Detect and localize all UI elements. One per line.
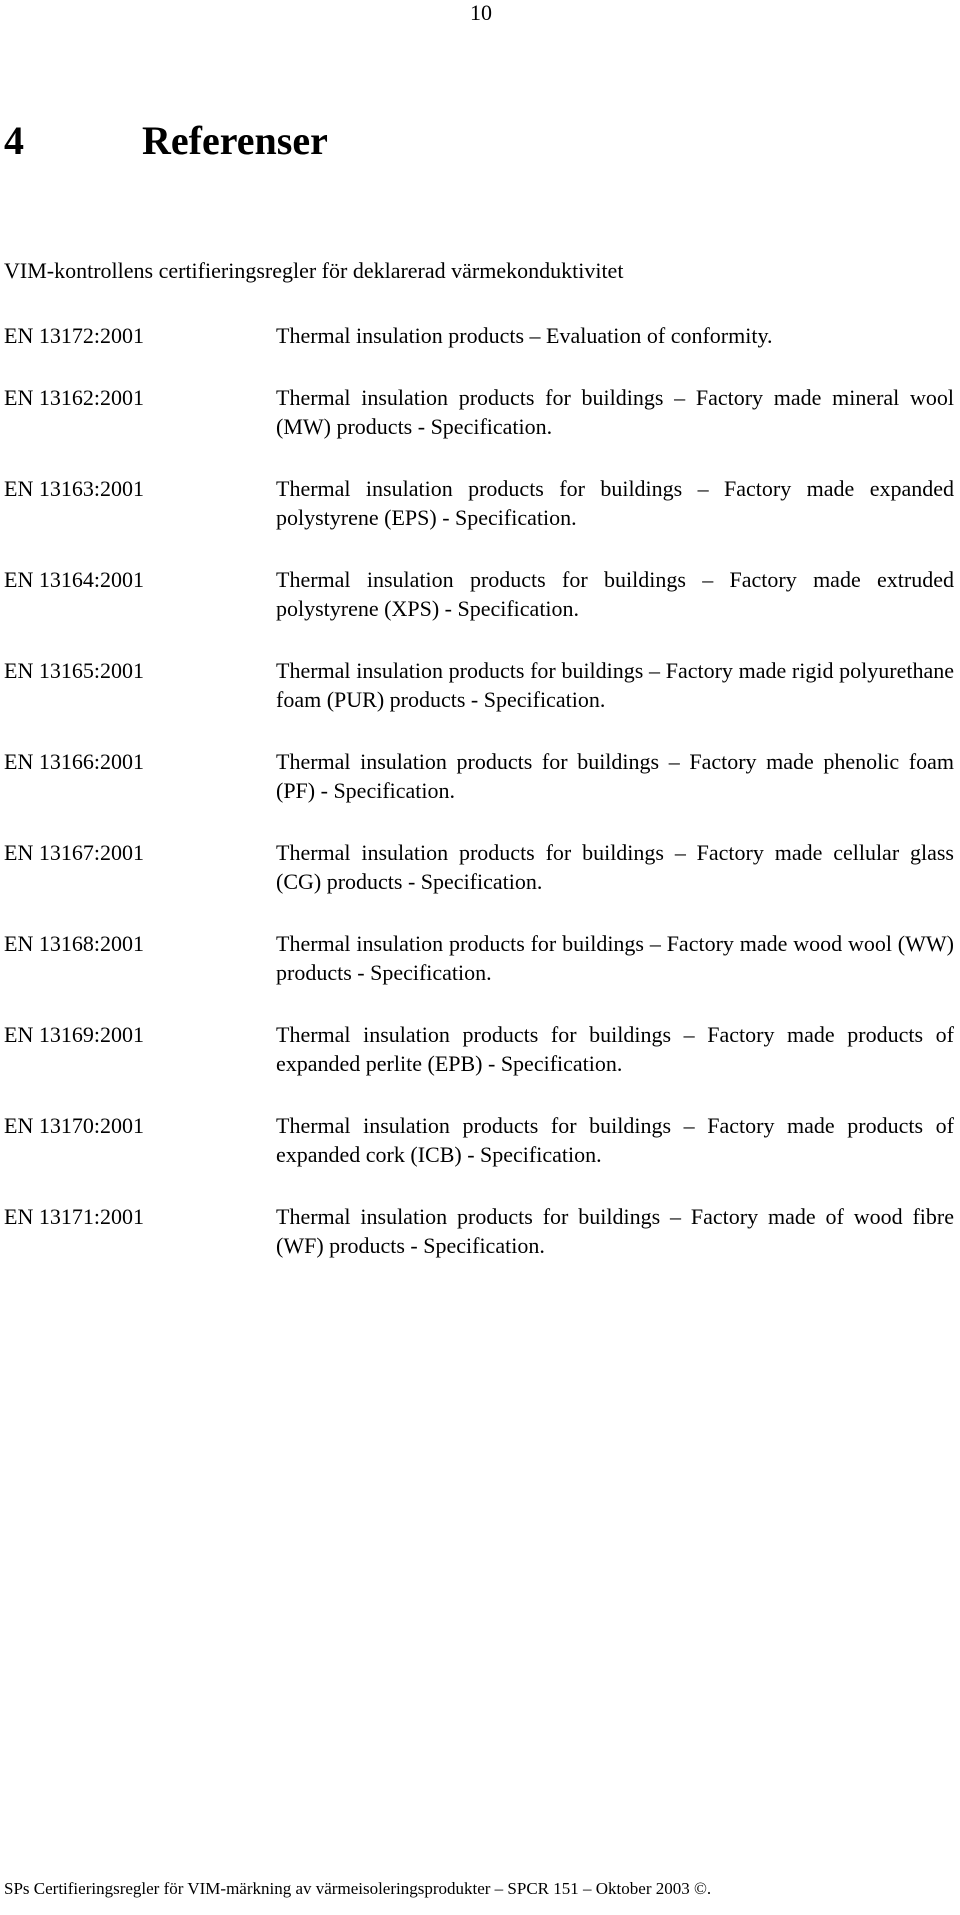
reference-description: Thermal insulation products for buildings – Factory made products of expanded perlite (EPB) - Specification.	[276, 1022, 954, 1076]
reference-description: Thermal insulation products for buildings – Factory made phenolic foam (PF) - Specification.	[276, 749, 954, 803]
reference-item	[4, 747, 954, 805]
reference-item	[4, 1202, 954, 1260]
reference-description: Thermal insulation products for buildings – Factory made expanded polystyrene (EPS) - Specification.	[276, 476, 954, 530]
section-number: 4	[4, 118, 24, 163]
page-footer: SPs Certifieringsregler för VIM-märkning av värmeisoleringsprodukter – SPCR 151 – Oktober 2003 ©.	[4, 1879, 712, 1898]
reference-standard: EN 13163:2001	[4, 476, 144, 501]
reference-standard: EN 13168:2001	[4, 931, 144, 956]
section-heading	[4, 118, 328, 164]
reference-standard: EN 13162:2001	[4, 385, 144, 410]
reference-description: Thermal insulation products – Evaluation of conformity.	[276, 323, 773, 348]
reference-standard: EN 13172:2001	[4, 323, 144, 348]
reference-item	[4, 383, 954, 441]
reference-standard: EN 13164:2001	[4, 567, 144, 592]
reference-item	[4, 1020, 954, 1078]
reference-standard: EN 13166:2001	[4, 749, 144, 774]
reference-item	[4, 474, 954, 532]
reference-item	[4, 656, 954, 714]
reference-standard: EN 13165:2001	[4, 658, 144, 683]
reference-description: Thermal insulation products for buildings – Factory made products of expanded cork (ICB) - Specification.	[276, 1113, 954, 1167]
intro-text: VIM-kontrollens certifieringsregler för deklarerad värmekonduktivitet	[4, 258, 624, 283]
reference-item	[4, 929, 954, 987]
reference-description: Thermal insulation products for buildings – Factory made rigid polyurethane foam (PUR) products - Specification.	[276, 658, 954, 712]
reference-description: Thermal insulation products for buildings – Factory made of wood fibre (WF) products - Specification.	[276, 1204, 954, 1258]
reference-standard: EN 13167:2001	[4, 840, 144, 865]
reference-description: Thermal insulation products for buildings – Factory made wood wool (WW) products - Specification.	[276, 931, 954, 985]
reference-standard: EN 13169:2001	[4, 1022, 144, 1047]
reference-standard: EN 13170:2001	[4, 1113, 144, 1138]
reference-standard: EN 13171:2001	[4, 1204, 144, 1229]
reference-description: Thermal insulation products for buildings – Factory made extruded polystyrene (XPS) - Specification.	[276, 567, 954, 621]
reference-description: Thermal insulation products for buildings – Factory made mineral wool (MW) products - Specification.	[276, 385, 954, 439]
section-title: Referenser	[142, 118, 328, 163]
reference-description: Thermal insulation products for buildings – Factory made cellular glass (CG) products - Specification.	[276, 840, 954, 894]
reference-item	[4, 1111, 954, 1169]
reference-item	[4, 838, 954, 896]
reference-list	[4, 321, 954, 1260]
page-number: 10	[470, 0, 492, 25]
reference-item	[4, 321, 954, 350]
reference-item	[4, 565, 954, 623]
